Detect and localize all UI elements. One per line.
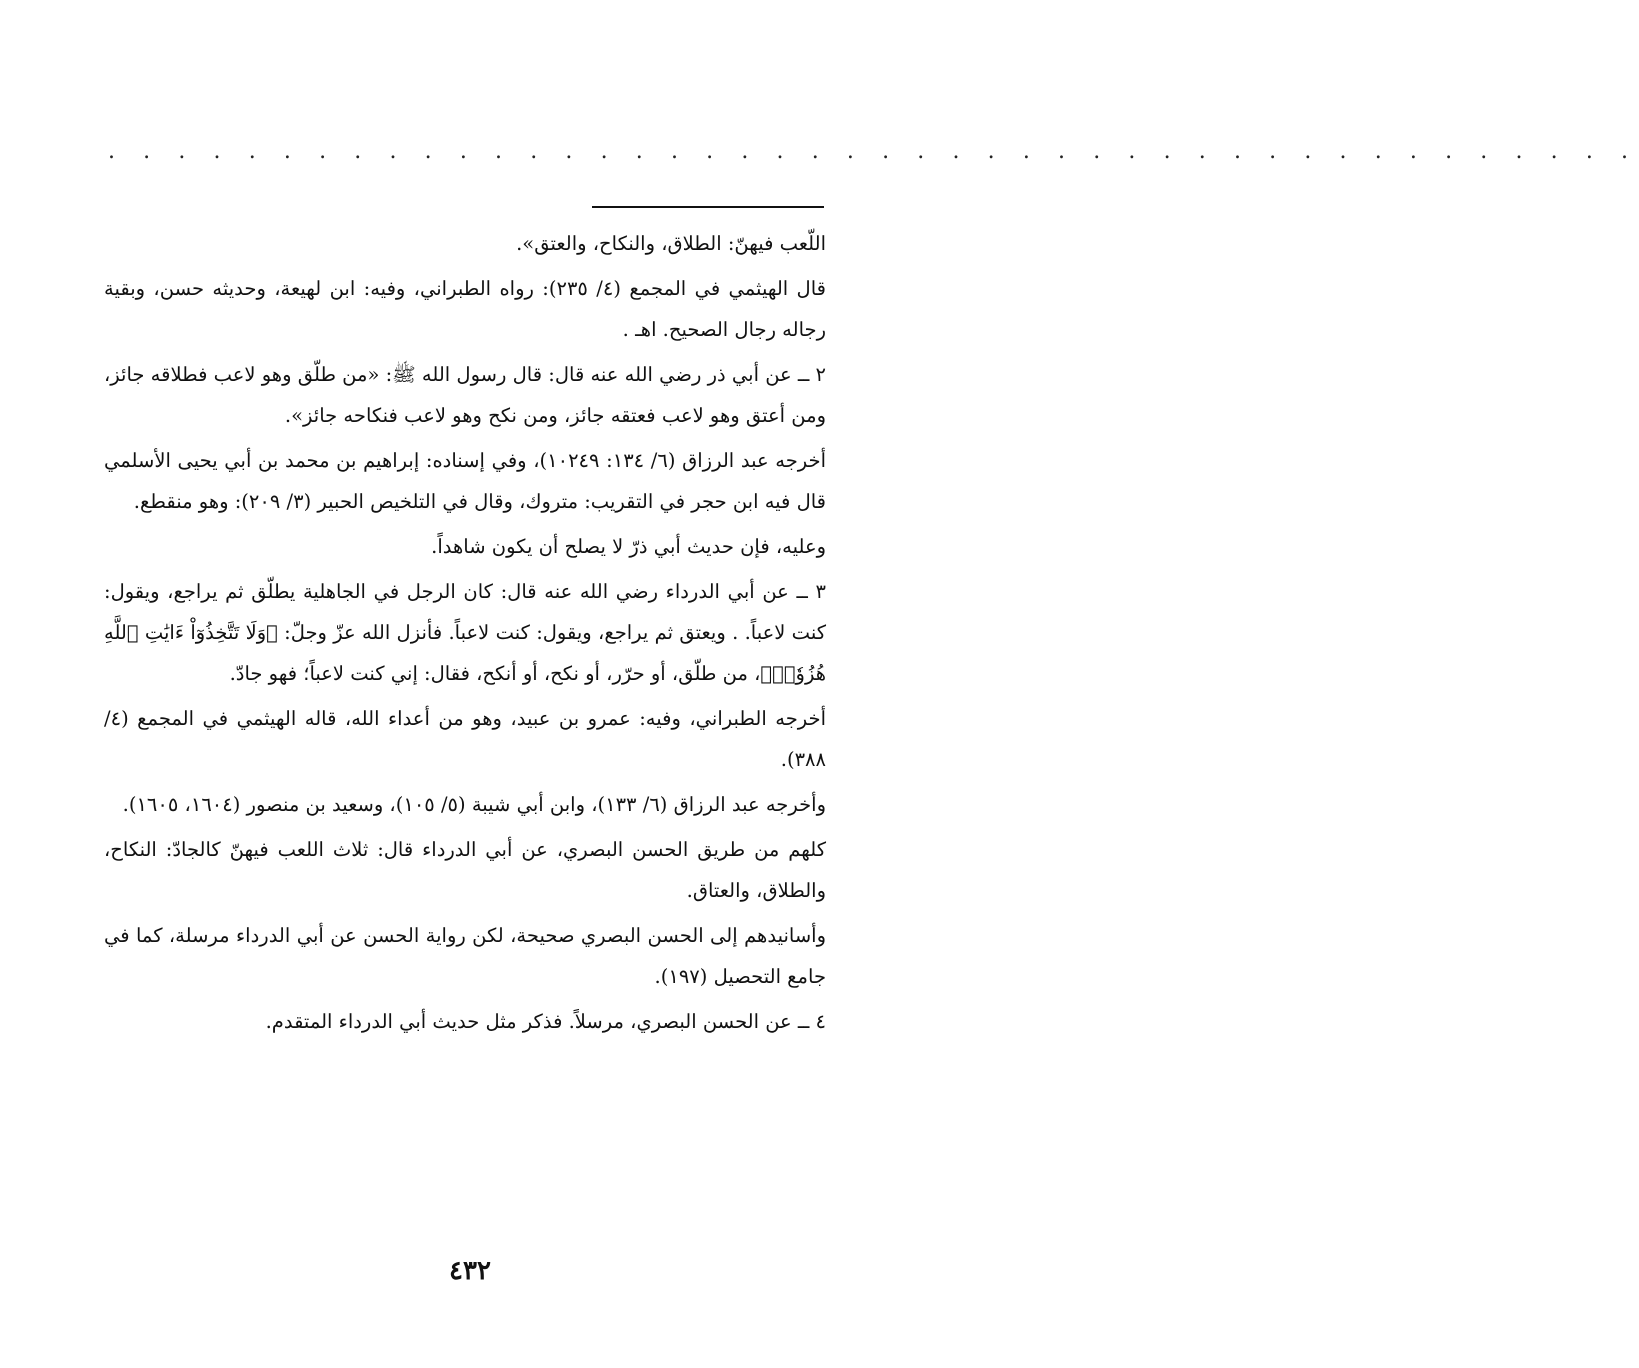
- paragraph: وعليه، فإن حديث أبي ذرّ لا يصلح أن يكون شاهداً.: [431, 535, 826, 558]
- paragraph: كلهم من طريق الحسن البصري، عن أبي الدرداء قال: ثلاث اللعب فيهنّ كالجادّ: النكاح، والطلاق، والعتاق.: [104, 838, 826, 902]
- paragraph: وأسانيدهم إلى الحسن البصري صحيحة، لكن رواية الحسن عن أبي الدرداء مرسلة، كما في جامع التحصيل (١٩٧).: [104, 924, 826, 988]
- paragraph: أخرجه عبد الرزاق (٦/ ١٣٤: ١٠٢٤٩)، وفي إسناده: إبراهيم بن محمد بن أبي يحيى الأسلمي قال فيه ابن حجر في التقريب: متروك، وقال في التلخيص الحبير (٣/ ٢٠٩): وهو منقطع.: [104, 449, 826, 513]
- page-body: [104, 223, 826, 1046]
- paragraph: ٣ ــ عن أبي الدرداء رضي الله عنه قال: كان الرجل في الجاهلية يطلّق ثم يراجع، ويقول: كنت لاعباً. . ويعتق ثم يراجع، ويقول: كنت لاعباً. فأنزل الله عزّ وجلّ: ﴿وَلَا تَتَّخِذُوٓاْ ءَايَٰتِ ٱللَّهِ هُزُوٗاۚ﴾، من طلّق، أو حرّر، أو نكح، أو أنكح، فقال: إني كنت لاعباً؛ فهو جادّ.: [104, 580, 826, 685]
- separator-dots: . . . . . . . . . . . . . . . . . . . . . . . . . . . . . . . . . . . . . . . . . . . .: [108, 139, 1639, 164]
- page-number: ٤٣٢: [449, 1256, 491, 1286]
- paragraph: ٤ ــ عن الحسن البصري، مرسلاً. فذكر مثل حديث أبي الدرداء المتقدم.: [265, 1010, 826, 1033]
- paragraph: وأخرجه عبد الرزاق (٦/ ١٣٣)، وابن أبي شيبة (٥/ ١٠٥)، وسعيد بن منصور (١٦٠٤، ١٦٠٥).: [122, 793, 826, 816]
- paragraph: قال الهيثمي في المجمع (٤/ ٢٣٥): رواه الطبراني، وفيه: ابن لهيعة، وحديثه حسن، وبقية رجاله رجال الصحيح. اهـ .: [104, 277, 826, 341]
- paragraph: اللّعب فيهنّ: الطلاق، والنكاح، والعتق».: [516, 232, 826, 255]
- footnote-rule: [592, 206, 824, 208]
- paragraph: أخرجه الطبراني، وفيه: عمرو بن عبيد، وهو من أعداء الله، قاله الهيثمي في المجمع (٤/ ٣٨٨).: [104, 707, 826, 771]
- paragraph: ٢ ــ عن أبي ذر رضي الله عنه قال: قال رسول الله ﷺ: «من طلّق وهو لاعب فطلاقه جائز، ومن أعتق وهو لاعب فعتقه جائز، ومن نكح وهو لاعب فنكاحه جائز».: [104, 363, 826, 427]
